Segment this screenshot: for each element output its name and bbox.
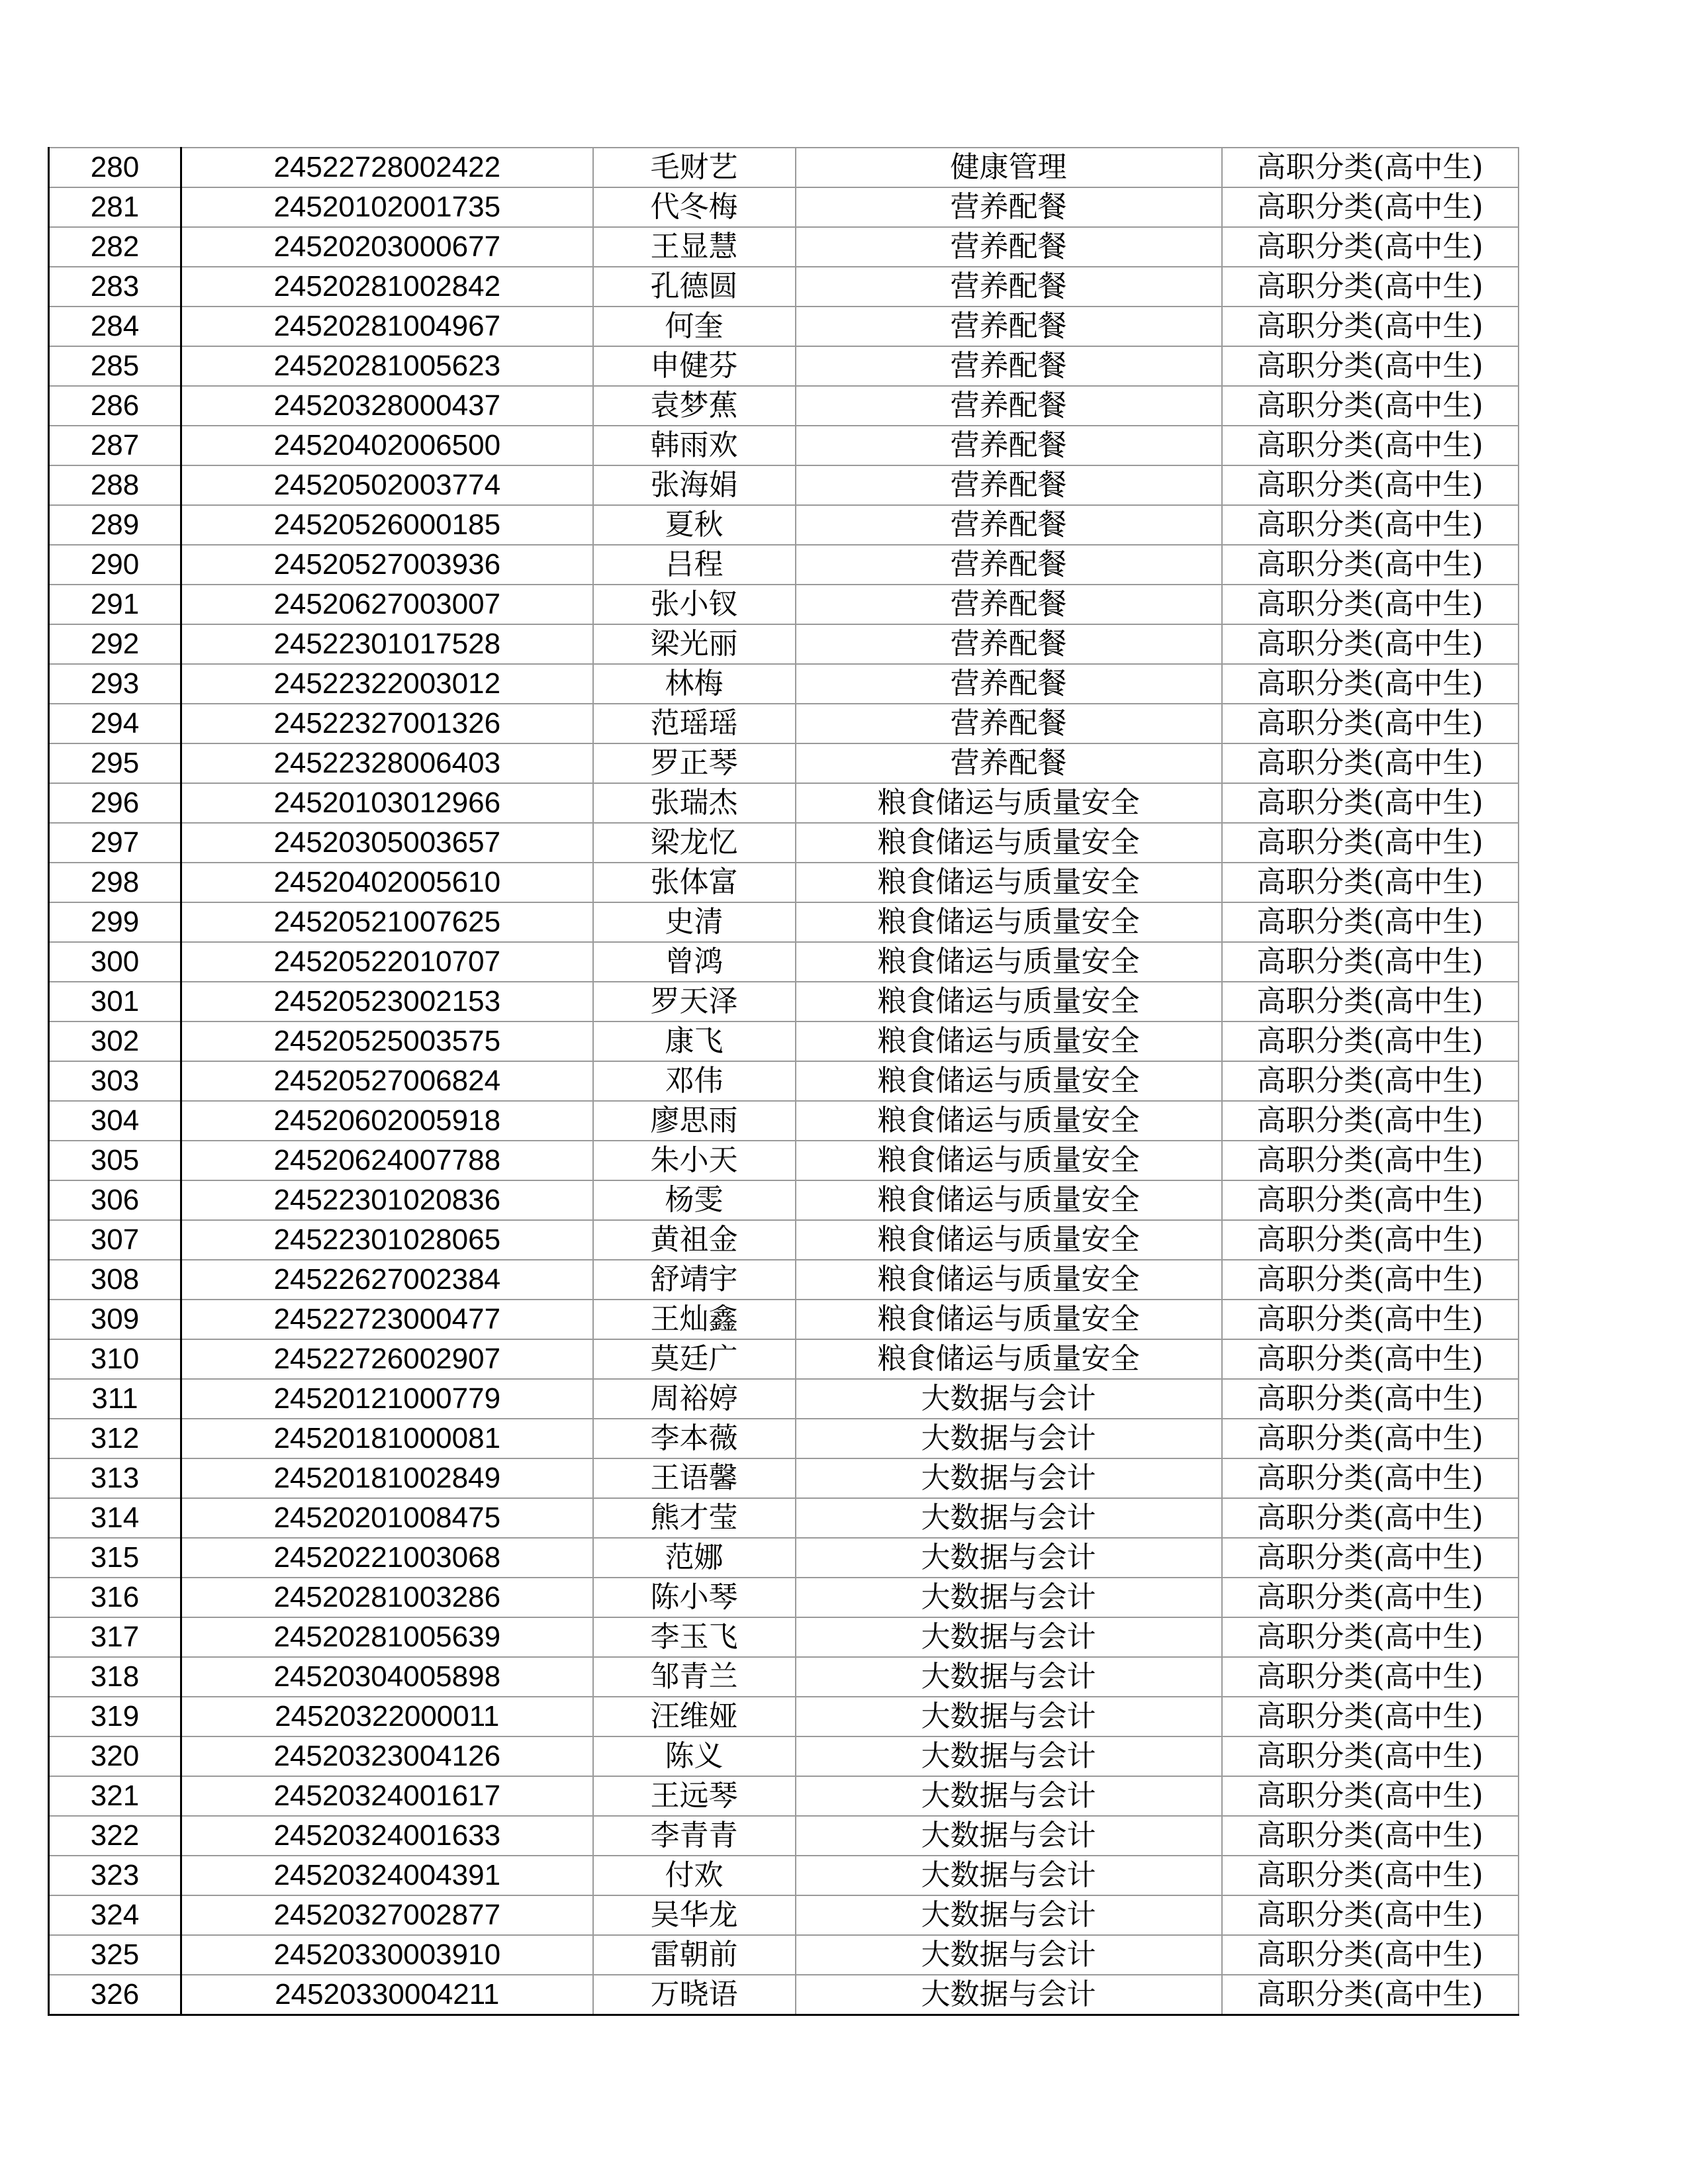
student-name-cell: 陈义 <box>593 1736 796 1776</box>
category-cell: 高职分类(高中生) <box>1222 505 1519 545</box>
row-number-cell: 315 <box>49 1538 181 1578</box>
category-cell: 高职分类(高中生) <box>1222 1300 1519 1339</box>
table-row <box>49 1657 1519 1697</box>
student-name-cell: 李青青 <box>593 1816 796 1856</box>
category-cell: 高职分类(高中生) <box>1222 823 1519 863</box>
exam-id-cell: 24520527006824 <box>181 1061 593 1101</box>
student-name-cell: 万晓语 <box>593 1975 796 2015</box>
major-cell: 粮食储运与质量安全 <box>796 1101 1222 1141</box>
major-cell: 大数据与会计 <box>796 1816 1222 1856</box>
exam-id-cell: 24520328000437 <box>181 386 593 426</box>
student-name-cell: 韩雨欢 <box>593 426 796 465</box>
student-name-cell: 梁龙忆 <box>593 823 796 863</box>
major-cell: 大数据与会计 <box>796 1856 1222 1895</box>
student-name-cell: 吕程 <box>593 545 796 585</box>
student-name-cell: 王显慧 <box>593 227 796 267</box>
major-cell: 大数据与会计 <box>796 1419 1222 1458</box>
table-row <box>49 783 1519 823</box>
student-name-cell: 罗正琴 <box>593 743 796 783</box>
table-row <box>49 267 1519 307</box>
exam-id-cell: 24520522010707 <box>181 942 593 982</box>
category-cell: 高职分类(高中生) <box>1222 902 1519 942</box>
row-number-cell: 309 <box>49 1300 181 1339</box>
table-row <box>49 187 1519 227</box>
table-row <box>49 1578 1519 1617</box>
row-number-cell: 285 <box>49 346 181 386</box>
major-cell: 营养配餐 <box>796 267 1222 307</box>
major-cell: 大数据与会计 <box>796 1935 1222 1975</box>
table-row <box>49 465 1519 505</box>
table-row <box>49 426 1519 465</box>
student-name-cell: 吴华龙 <box>593 1895 796 1935</box>
category-cell: 高职分类(高中生) <box>1222 1339 1519 1379</box>
major-cell: 营养配餐 <box>796 346 1222 386</box>
major-cell: 粮食储运与质量安全 <box>796 902 1222 942</box>
row-number-cell: 324 <box>49 1895 181 1935</box>
table-row <box>49 1300 1519 1339</box>
student-name-cell: 王灿鑫 <box>593 1300 796 1339</box>
student-name-cell: 王远琴 <box>593 1776 796 1816</box>
major-cell: 大数据与会计 <box>796 1975 1222 2015</box>
exam-id-cell: 24520324001633 <box>181 1816 593 1856</box>
category-cell: 高职分类(高中生) <box>1222 307 1519 346</box>
category-cell: 高职分类(高中生) <box>1222 704 1519 743</box>
student-name-cell: 罗天泽 <box>593 982 796 1021</box>
row-number-cell: 288 <box>49 465 181 505</box>
row-number-cell: 304 <box>49 1101 181 1141</box>
major-cell: 营养配餐 <box>796 505 1222 545</box>
exam-id-cell: 24520203000677 <box>181 227 593 267</box>
student-name-cell: 付欢 <box>593 1856 796 1895</box>
major-cell: 粮食储运与质量安全 <box>796 1339 1222 1379</box>
student-name-cell: 黄祖金 <box>593 1220 796 1260</box>
category-cell: 高职分类(高中生) <box>1222 1379 1519 1419</box>
row-number-cell: 300 <box>49 942 181 982</box>
category-cell: 高职分类(高中生) <box>1222 187 1519 227</box>
exam-id-cell: 24522723000477 <box>181 1300 593 1339</box>
exam-id-cell: 24520121000779 <box>181 1379 593 1419</box>
row-number-cell: 282 <box>49 227 181 267</box>
student-name-cell: 梁光丽 <box>593 624 796 664</box>
table-row <box>49 1498 1519 1538</box>
category-cell: 高职分类(高中生) <box>1222 346 1519 386</box>
major-cell: 粮食储运与质量安全 <box>796 942 1222 982</box>
exam-id-cell: 24520304005898 <box>181 1657 593 1697</box>
student-name-cell: 代冬梅 <box>593 187 796 227</box>
major-cell: 营养配餐 <box>796 426 1222 465</box>
student-name-cell: 李玉飞 <box>593 1617 796 1657</box>
row-number-cell: 284 <box>49 307 181 346</box>
exam-id-cell: 24520281005639 <box>181 1617 593 1657</box>
table-row <box>49 1776 1519 1816</box>
table-row <box>49 1379 1519 1419</box>
category-cell: 高职分类(高中生) <box>1222 1657 1519 1697</box>
table-row <box>49 505 1519 545</box>
student-name-cell: 陈小琴 <box>593 1578 796 1617</box>
major-cell: 大数据与会计 <box>796 1578 1222 1617</box>
major-cell: 大数据与会计 <box>796 1736 1222 1776</box>
category-cell: 高职分类(高中生) <box>1222 148 1519 187</box>
exam-id-cell: 24520281005623 <box>181 346 593 386</box>
category-cell: 高职分类(高中生) <box>1222 267 1519 307</box>
exam-id-cell: 24522327001326 <box>181 704 593 743</box>
major-cell: 粮食储运与质量安全 <box>796 1061 1222 1101</box>
table-row <box>49 942 1519 982</box>
exam-id-cell: 24520201008475 <box>181 1498 593 1538</box>
student-name-cell: 雷朝前 <box>593 1935 796 1975</box>
table-row <box>49 704 1519 743</box>
table-row <box>49 823 1519 863</box>
table-row <box>49 585 1519 624</box>
major-cell: 大数据与会计 <box>796 1657 1222 1697</box>
exam-id-cell: 24520281003286 <box>181 1578 593 1617</box>
row-number-cell: 316 <box>49 1578 181 1617</box>
exam-id-cell: 24520327002877 <box>181 1895 593 1935</box>
student-name-cell: 张小钗 <box>593 585 796 624</box>
category-cell: 高职分类(高中生) <box>1222 863 1519 902</box>
row-number-cell: 292 <box>49 624 181 664</box>
row-number-cell: 312 <box>49 1419 181 1458</box>
major-cell: 营养配餐 <box>796 465 1222 505</box>
row-number-cell: 290 <box>49 545 181 585</box>
row-number-cell: 289 <box>49 505 181 545</box>
row-number-cell: 281 <box>49 187 181 227</box>
row-number-cell: 311 <box>49 1379 181 1419</box>
student-name-cell: 邓伟 <box>593 1061 796 1101</box>
row-number-cell: 291 <box>49 585 181 624</box>
category-cell: 高职分类(高中生) <box>1222 585 1519 624</box>
row-number-cell: 283 <box>49 267 181 307</box>
category-cell: 高职分类(高中生) <box>1222 1260 1519 1300</box>
category-cell: 高职分类(高中生) <box>1222 1776 1519 1816</box>
major-cell: 粮食储运与质量安全 <box>796 823 1222 863</box>
exam-id-cell: 24520502003774 <box>181 465 593 505</box>
table-row <box>49 346 1519 386</box>
table-row <box>49 1458 1519 1498</box>
category-cell: 高职分类(高中生) <box>1222 1736 1519 1776</box>
student-name-cell: 杨雯 <box>593 1180 796 1220</box>
row-number-cell: 317 <box>49 1617 181 1657</box>
category-cell: 高职分类(高中生) <box>1222 783 1519 823</box>
major-cell: 大数据与会计 <box>796 1697 1222 1736</box>
student-name-cell: 林梅 <box>593 664 796 704</box>
student-name-cell: 莫廷广 <box>593 1339 796 1379</box>
row-number-cell: 306 <box>49 1180 181 1220</box>
row-number-cell: 294 <box>49 704 181 743</box>
table-row <box>49 1856 1519 1895</box>
table-row <box>49 1816 1519 1856</box>
student-name-cell: 舒靖宇 <box>593 1260 796 1300</box>
major-cell: 营养配餐 <box>796 187 1222 227</box>
student-name-cell: 周裕婷 <box>593 1379 796 1419</box>
student-name-cell: 申健芬 <box>593 346 796 386</box>
table-row <box>49 1697 1519 1736</box>
table-row <box>49 545 1519 585</box>
table-row <box>49 1538 1519 1578</box>
exam-id-cell: 24520102001735 <box>181 187 593 227</box>
exam-id-cell: 24522301017528 <box>181 624 593 664</box>
student-name-cell: 熊才莹 <box>593 1498 796 1538</box>
table-row <box>49 386 1519 426</box>
exam-id-cell: 24520523002153 <box>181 982 593 1021</box>
student-name-cell: 孔德圆 <box>593 267 796 307</box>
exam-id-cell: 24520624007788 <box>181 1141 593 1180</box>
table-row <box>49 664 1519 704</box>
row-number-cell: 308 <box>49 1260 181 1300</box>
major-cell: 粮食储运与质量安全 <box>796 783 1222 823</box>
student-name-cell: 范瑶瑶 <box>593 704 796 743</box>
major-cell: 大数据与会计 <box>796 1617 1222 1657</box>
major-cell: 营养配餐 <box>796 227 1222 267</box>
row-number-cell: 295 <box>49 743 181 783</box>
major-cell: 营养配餐 <box>796 386 1222 426</box>
major-cell: 粮食储运与质量安全 <box>796 1180 1222 1220</box>
table-row <box>49 1061 1519 1101</box>
major-cell: 营养配餐 <box>796 743 1222 783</box>
table-row <box>49 1617 1519 1657</box>
exam-id-cell: 24520181002849 <box>181 1458 593 1498</box>
student-name-cell: 曾鸿 <box>593 942 796 982</box>
exam-id-cell: 24522726002907 <box>181 1339 593 1379</box>
table-row <box>49 1339 1519 1379</box>
major-cell: 粮食储运与质量安全 <box>796 1300 1222 1339</box>
table-row <box>49 902 1519 942</box>
category-cell: 高职分类(高中生) <box>1222 1697 1519 1736</box>
exam-id-cell: 24520330004211 <box>181 1975 593 2015</box>
major-cell: 粮食储运与质量安全 <box>796 1141 1222 1180</box>
category-cell: 高职分类(高中生) <box>1222 1141 1519 1180</box>
table-row <box>49 1021 1519 1061</box>
row-number-cell: 302 <box>49 1021 181 1061</box>
student-table-body <box>49 148 1519 2015</box>
exam-id-cell: 24522328006403 <box>181 743 593 783</box>
major-cell: 粮食储运与质量安全 <box>796 1220 1222 1260</box>
category-cell: 高职分类(高中生) <box>1222 227 1519 267</box>
row-number-cell: 326 <box>49 1975 181 2015</box>
table-row <box>49 307 1519 346</box>
student-name-cell: 汪维娅 <box>593 1697 796 1736</box>
table-row <box>49 1220 1519 1260</box>
row-number-cell: 287 <box>49 426 181 465</box>
major-cell: 大数据与会计 <box>796 1498 1222 1538</box>
category-cell: 高职分类(高中生) <box>1222 1816 1519 1856</box>
exam-id-cell: 24520181000081 <box>181 1419 593 1458</box>
student-name-cell: 王语馨 <box>593 1458 796 1498</box>
exam-id-cell: 24520281004967 <box>181 307 593 346</box>
major-cell: 粮食储运与质量安全 <box>796 1260 1222 1300</box>
student-name-cell: 张海娟 <box>593 465 796 505</box>
student-name-cell: 邹青兰 <box>593 1657 796 1697</box>
category-cell: 高职分类(高中生) <box>1222 1220 1519 1260</box>
student-name-cell: 袁梦蕉 <box>593 386 796 426</box>
student-name-cell: 李本薇 <box>593 1419 796 1458</box>
major-cell: 营养配餐 <box>796 545 1222 585</box>
exam-id-cell: 24522322003012 <box>181 664 593 704</box>
row-number-cell: 314 <box>49 1498 181 1538</box>
table-row <box>49 1935 1519 1975</box>
table-row <box>49 1180 1519 1220</box>
student-name-cell: 张体富 <box>593 863 796 902</box>
exam-id-cell: 24520330003910 <box>181 1935 593 1975</box>
row-number-cell: 305 <box>49 1141 181 1180</box>
major-cell: 营养配餐 <box>796 664 1222 704</box>
row-number-cell: 298 <box>49 863 181 902</box>
major-cell: 粮食储运与质量安全 <box>796 863 1222 902</box>
row-number-cell: 307 <box>49 1220 181 1260</box>
category-cell: 高职分类(高中生) <box>1222 982 1519 1021</box>
row-number-cell: 280 <box>49 148 181 187</box>
exam-id-cell: 24520627003007 <box>181 585 593 624</box>
row-number-cell: 318 <box>49 1657 181 1697</box>
table-row <box>49 624 1519 664</box>
exam-id-cell: 24520525003575 <box>181 1021 593 1061</box>
exam-id-cell: 24520305003657 <box>181 823 593 863</box>
row-number-cell: 286 <box>49 386 181 426</box>
category-cell: 高职分类(高中生) <box>1222 545 1519 585</box>
table-row <box>49 863 1519 902</box>
exam-id-cell: 24520103012966 <box>181 783 593 823</box>
major-cell: 大数据与会计 <box>796 1776 1222 1816</box>
major-cell: 营养配餐 <box>796 307 1222 346</box>
major-cell: 营养配餐 <box>796 704 1222 743</box>
table-row <box>49 1736 1519 1776</box>
student-name-cell: 康飞 <box>593 1021 796 1061</box>
exam-id-cell: 24520526000185 <box>181 505 593 545</box>
major-cell: 粮食储运与质量安全 <box>796 982 1222 1021</box>
row-number-cell: 301 <box>49 982 181 1021</box>
row-number-cell: 319 <box>49 1697 181 1736</box>
exam-id-cell: 24520602005918 <box>181 1101 593 1141</box>
exam-id-cell: 24520221003068 <box>181 1538 593 1578</box>
exam-id-cell: 24522301028065 <box>181 1220 593 1260</box>
major-cell: 健康管理 <box>796 148 1222 187</box>
table-row <box>49 1895 1519 1935</box>
category-cell: 高职分类(高中生) <box>1222 1101 1519 1141</box>
category-cell: 高职分类(高中生) <box>1222 1419 1519 1458</box>
student-name-cell: 张瑞杰 <box>593 783 796 823</box>
category-cell: 高职分类(高中生) <box>1222 1061 1519 1101</box>
exam-id-cell: 24520324004391 <box>181 1856 593 1895</box>
category-cell: 高职分类(高中生) <box>1222 426 1519 465</box>
category-cell: 高职分类(高中生) <box>1222 386 1519 426</box>
exam-id-cell: 24520281002842 <box>181 267 593 307</box>
row-number-cell: 313 <box>49 1458 181 1498</box>
row-number-cell: 321 <box>49 1776 181 1816</box>
exam-id-cell: 24520402005610 <box>181 863 593 902</box>
category-cell: 高职分类(高中生) <box>1222 1856 1519 1895</box>
major-cell: 营养配餐 <box>796 624 1222 664</box>
table-row <box>49 982 1519 1021</box>
row-number-cell: 297 <box>49 823 181 863</box>
student-name-cell: 廖思雨 <box>593 1101 796 1141</box>
student-name-cell: 何奎 <box>593 307 796 346</box>
category-cell: 高职分类(高中生) <box>1222 1498 1519 1538</box>
table-row <box>49 1419 1519 1458</box>
student-name-cell: 夏秋 <box>593 505 796 545</box>
table-row <box>49 1260 1519 1300</box>
student-table <box>48 147 1519 2016</box>
table-row <box>49 1141 1519 1180</box>
row-number-cell: 299 <box>49 902 181 942</box>
category-cell: 高职分类(高中生) <box>1222 1180 1519 1220</box>
row-number-cell: 323 <box>49 1856 181 1895</box>
exam-id-cell: 24520323004126 <box>181 1736 593 1776</box>
category-cell: 高职分类(高中生) <box>1222 1935 1519 1975</box>
exam-id-cell: 24520402006500 <box>181 426 593 465</box>
category-cell: 高职分类(高中生) <box>1222 1021 1519 1061</box>
major-cell: 大数据与会计 <box>796 1538 1222 1578</box>
major-cell: 大数据与会计 <box>796 1379 1222 1419</box>
table-row <box>49 1101 1519 1141</box>
table-row <box>49 1975 1519 2015</box>
student-name-cell: 朱小天 <box>593 1141 796 1180</box>
row-number-cell: 303 <box>49 1061 181 1101</box>
exam-id-cell: 24520521007625 <box>181 902 593 942</box>
category-cell: 高职分类(高中生) <box>1222 1458 1519 1498</box>
category-cell: 高职分类(高中生) <box>1222 743 1519 783</box>
row-number-cell: 296 <box>49 783 181 823</box>
student-name-cell: 范娜 <box>593 1538 796 1578</box>
row-number-cell: 322 <box>49 1816 181 1856</box>
exam-id-cell: 24520527003936 <box>181 545 593 585</box>
category-cell: 高职分类(高中生) <box>1222 624 1519 664</box>
student-name-cell: 毛财艺 <box>593 148 796 187</box>
table-row <box>49 148 1519 187</box>
category-cell: 高职分类(高中生) <box>1222 1578 1519 1617</box>
table-row <box>49 227 1519 267</box>
category-cell: 高职分类(高中生) <box>1222 1617 1519 1657</box>
row-number-cell: 320 <box>49 1736 181 1776</box>
category-cell: 高职分类(高中生) <box>1222 664 1519 704</box>
category-cell: 高职分类(高中生) <box>1222 942 1519 982</box>
exam-id-cell: 24522301020836 <box>181 1180 593 1220</box>
category-cell: 高职分类(高中生) <box>1222 465 1519 505</box>
major-cell: 大数据与会计 <box>796 1895 1222 1935</box>
major-cell: 营养配餐 <box>796 585 1222 624</box>
category-cell: 高职分类(高中生) <box>1222 1895 1519 1935</box>
major-cell: 大数据与会计 <box>796 1458 1222 1498</box>
major-cell: 粮食储运与质量安全 <box>796 1021 1222 1061</box>
row-number-cell: 325 <box>49 1935 181 1975</box>
category-cell: 高职分类(高中生) <box>1222 1975 1519 2015</box>
row-number-cell: 310 <box>49 1339 181 1379</box>
student-name-cell: 史清 <box>593 902 796 942</box>
category-cell: 高职分类(高中生) <box>1222 1538 1519 1578</box>
exam-id-cell: 24520322000011 <box>181 1697 593 1736</box>
table-row <box>49 743 1519 783</box>
exam-id-cell: 24522627002384 <box>181 1260 593 1300</box>
exam-id-cell: 24520324001617 <box>181 1776 593 1816</box>
row-number-cell: 293 <box>49 664 181 704</box>
exam-id-cell: 24522728002422 <box>181 148 593 187</box>
